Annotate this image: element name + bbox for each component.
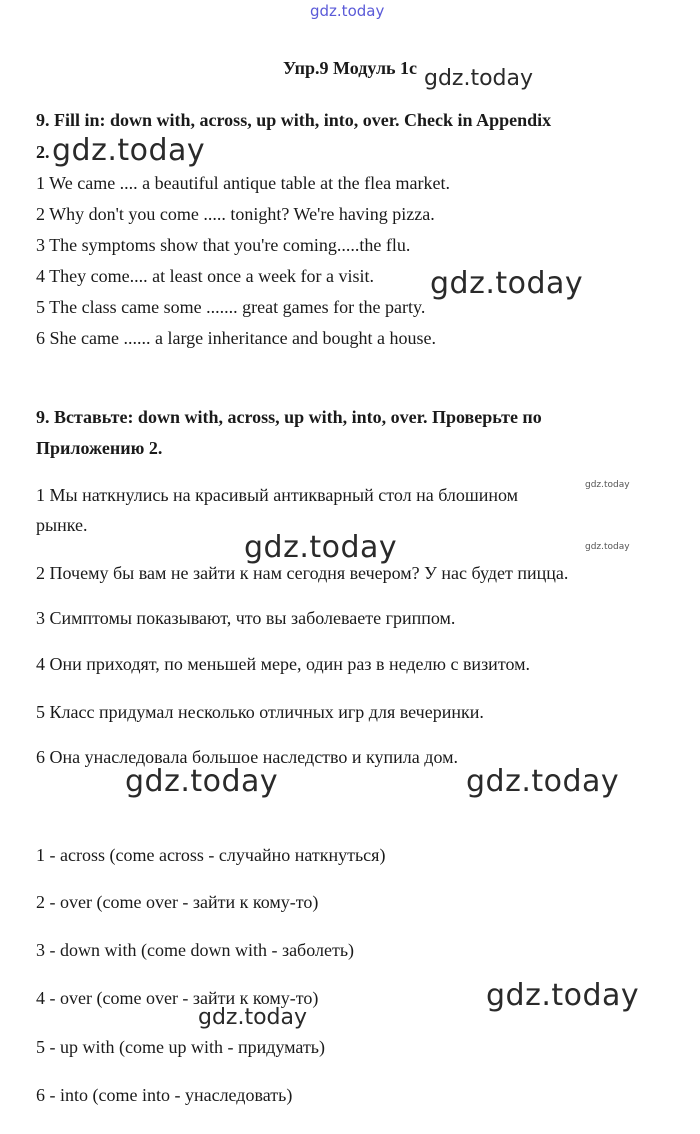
task-en-sentence: 2 Why don't you come ..... tonight? We're having pizza. — [36, 204, 435, 224]
watermark-small: gdz.today — [585, 542, 630, 552]
answer-item: 3 - down with (come down with - заболеть) — [36, 940, 355, 960]
task-ru-sentence: 5 Класс придумал несколько отличных игр для вечеринки. — [36, 702, 484, 722]
watermark-small: gdz.today — [585, 480, 630, 490]
watermark-top: gdz.today — [310, 2, 385, 20]
task-en-sentence: 1 We came .... a beautiful antique table at the flea market. — [36, 173, 451, 193]
task-ru-sentence-cont: рынке. — [36, 515, 88, 535]
watermark-large: gdz.today — [125, 764, 279, 799]
task-en-sentence: 5 The class came some ....... great games for the party. — [36, 297, 426, 317]
task-en-sentence: 6 She came ...... a large inheritance and bought a house. — [36, 328, 437, 348]
task-en-sentence: 4 They come.... at least once a week for a visit. — [36, 266, 375, 286]
answer-item: 5 - up with (come up with - придумать) — [36, 1037, 326, 1057]
watermark-large: gdz.today — [486, 978, 640, 1013]
watermark-heading: gdz.today — [424, 66, 534, 91]
task-en-instruction: 9. Fill in: down with, across, up with, into, over. Check in Appendix — [36, 110, 552, 130]
watermark-large: gdz.today — [52, 133, 206, 168]
watermark-medium: gdz.today — [198, 1005, 308, 1030]
task-ru-sentence: 6 Она унаследовала большое наследство и купила дом. — [36, 747, 458, 767]
task-ru-instruction: 9. Вставьте: down with, across, up with, into, over. Проверьте по — [36, 407, 542, 427]
page-title: Упр.9 Модуль 1с — [282, 58, 418, 78]
answer-item: 4 - over (come over - зайти к кому-то) — [36, 988, 319, 1008]
task-ru-sentence: 2 Почему бы вам не зайти к нам сегодня вечером? У нас будет пицца. — [36, 563, 569, 583]
task-en-sentence: 3 The symptoms show that you're coming.....the flu. — [36, 235, 411, 255]
task-ru-sentence: 4 Они приходят, по меньшей мере, один раз в неделю с визитом. — [36, 654, 530, 674]
task-ru-sentence: 1 Мы наткнулись на красивый антикварный стол на блошином — [36, 485, 519, 505]
answer-item: 6 - into (come into - унаследовать) — [36, 1085, 293, 1105]
watermark-large: gdz.today — [244, 530, 398, 565]
answer-item: 1 - across (come across - случайно наткнуться) — [36, 845, 386, 865]
task-ru-instruction-cont: Приложению 2. — [36, 438, 163, 458]
answer-item: 2 - over (come over - зайти к кому-то) — [36, 892, 319, 912]
watermark-large: gdz.today — [466, 764, 620, 799]
watermark-large: gdz.today — [430, 266, 584, 301]
task-ru-sentence: 3 Симптомы показывают, что вы заболеваете гриппом. — [36, 608, 456, 628]
task-en-instruction-cont: 2. — [36, 142, 50, 162]
